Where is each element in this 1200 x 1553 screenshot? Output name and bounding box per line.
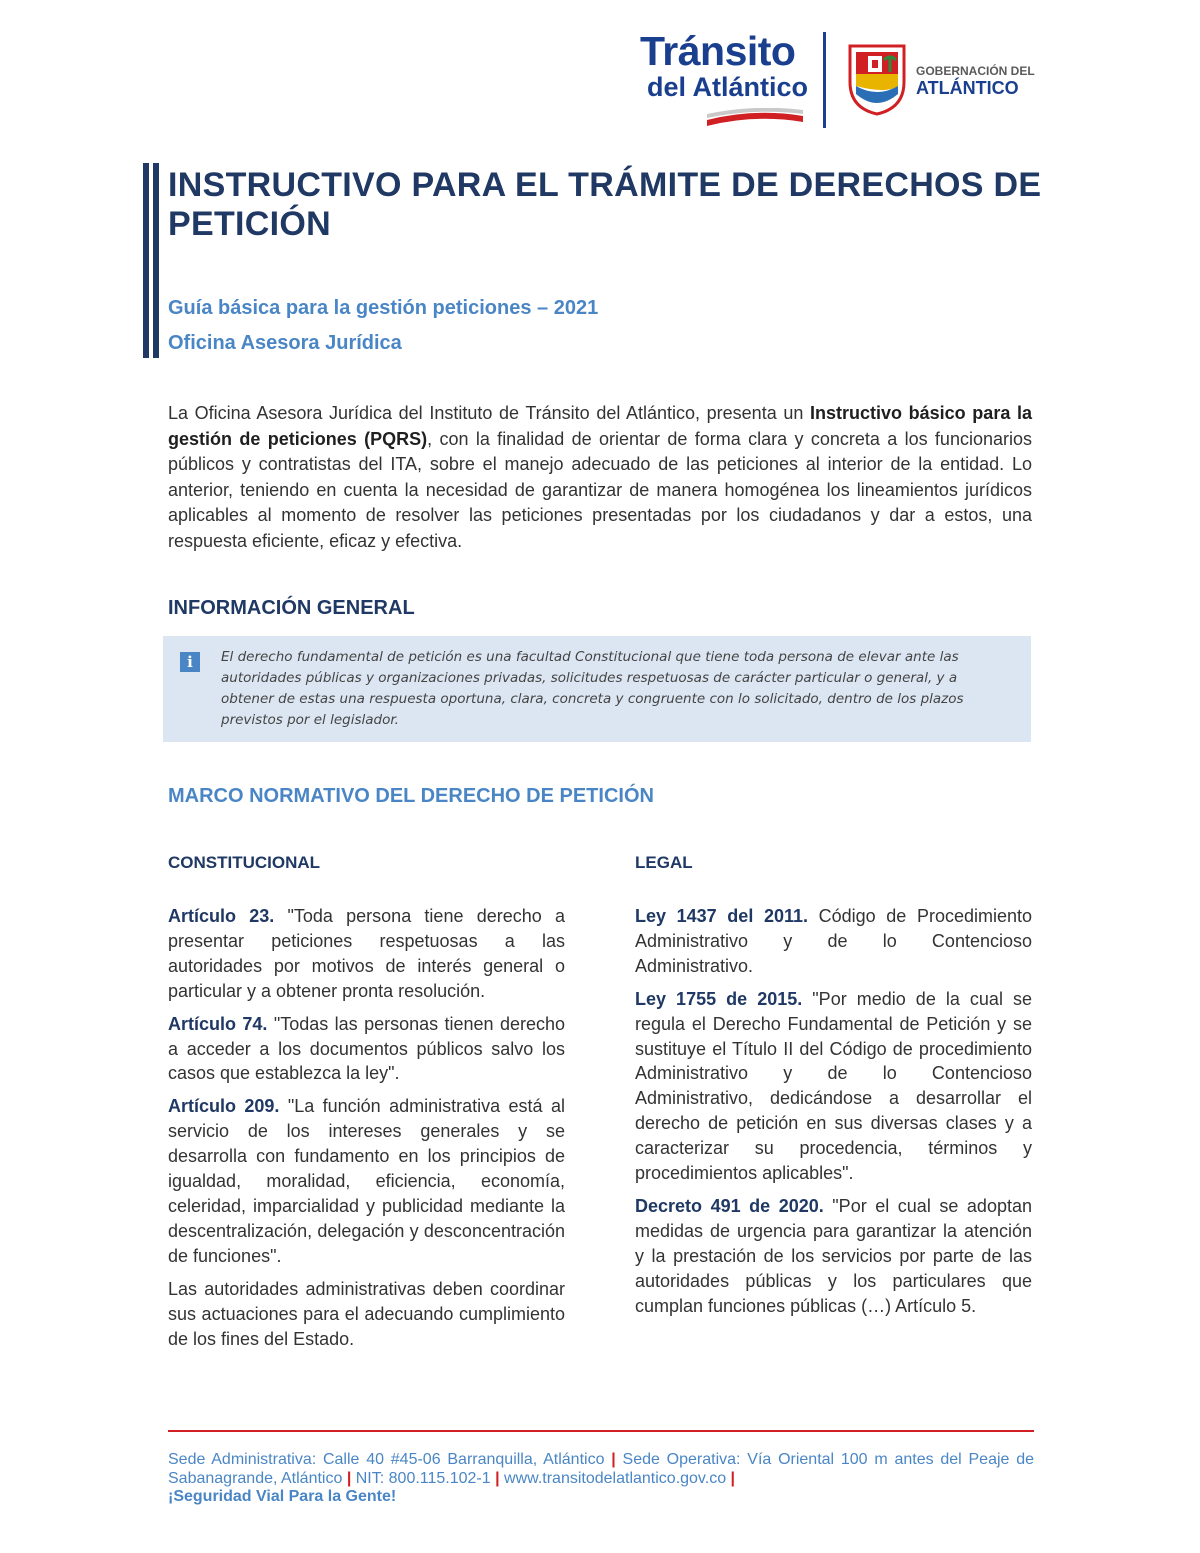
footer-divider [168,1430,1034,1432]
logo-transito-subtitle: del Atlántico [647,72,809,102]
list-item: Artículo 74. "Todas las personas tienen derecho a acceder a los documentos públicos salvo los casos que establezca la ley". [168,1013,566,1084]
coat-of-arms-icon [846,42,908,116]
document-title: INSTRUCTIVO PARA EL TRÁMITE DE DERECHOS DE PETICIÓN [168,166,1042,243]
website-link[interactable]: www.transitodelatlantico.gov.co [504,1469,727,1487]
section-heading-general: INFORMACIÓN GENERAL [168,597,415,619]
title-accent-bars [143,163,161,358]
logo-separator [823,32,826,128]
list-item: Decreto 491 de 2020. "Por el cual se adoptan medidas de urgencia para garantizar la atención y la prestación de los servicios por parte de las autoridades públicas y los particulares que cumplan funciones públicas (…) Artículo 5. [635,1195,1032,1316]
info-icon: i [180,652,200,672]
logo-gob-line2: ATLÁNTICO [916,78,1019,98]
office-name: Oficina Asesora Jurídica [168,332,402,354]
gobernacion-logo [846,42,1046,122]
section-heading-marco: MARCO NORMATIVO DEL DERECHO DE PETICIÓN [168,785,654,807]
list-item: Ley 1755 de 2015. "Por medio de la cual se regula el Derecho Fundamental de Petición y se sustituye el Título II del Código de procedimiento Administrativo y de lo Contencioso Administrativo, dedicándose a desarrollar el derecho de petición en sus diversas clases y a caracterizar su procedencia, términos y procedimientos aplicables". [635,988,1032,1184]
column-heading-constitucional: CONSTITUCIONAL [168,853,321,872]
info-callout-text: El derecho fundamental de petición es una facultad Constitucional que tiene toda persona de elevar ante las autoridades públicas y organizaciones privadas, solicitudes respetuosas de carácter particular o general, y a obtener de estas una respuesta oportuna, clara, concreta y congruente con lo solicitado, dentro de los plazos previstos por el legislador. [221,649,964,728]
column-heading-legal: LEGAL [635,853,693,872]
column-legal [635,904,1032,1327]
list-item: Artículo 23. "Toda persona tiene derecho a presentar peticiones respetuosas a las autoridades por motivos de interés general o particular y a obtener pronta resolución. [168,906,565,1001]
footer-slogan: ¡Seguridad Vial Para la Gente! [168,1488,397,1505]
logo-transito-title: Tránsito [640,28,796,74]
list-item: Artículo 209. "La función administrativa está al servicio de los intereses generales y se desarrolla con fundamento en los principios de igualdad, moralidad, eficiencia, economía, celeridad, imparcialidad y publicidad mediante la descentralización, delegación y desconcentración de funciones". [168,1096,565,1266]
footer-address: Sede Administrativa: Calle 40 #45-06 Barranquilla, Atlántico | Sede Operativa: Vía Oriental 100 m antes del Peaje de Sabanagrande, Atlántico | NIT: 800.115.102-1 | www.transitodelatlantico.gov.co | [168,1451,1034,1487]
list-item: Ley 1437 del 2011. Código de Procedimiento Administrativo y de lo Contencioso Administrativo. [635,906,1032,976]
info-callout [163,636,1031,742]
transito-logo [640,28,810,128]
list-item: Las autoridades administrativas deben coordinar sus actuaciones para el adecuando cumplimiento de los fines del Estado. [168,1278,565,1349]
column-constitucional [168,904,565,1359]
intro-paragraph: La Oficina Asesora Jurídica del Instituto de Tránsito del Atlántico, presenta un Instructivo básico para la gestión de peticiones (PQRS), con la finalidad de orientar de forma clara y concreta a los funcionarios públicos y contratistas del ITA, sobre el manejo adecuado de las peticiones al interior de la entidad. Lo anterior, teniendo en cuenta la necesidad de garantizar de manera homogénea los lineamientos jurídicos aplicables al momento de resolver las peticiones presentadas por los ciudadanos y dar a estos, una respuesta eficiente, eficaz y efectiva. [168,403,1032,551]
document-subtitle: Guía básica para la gestión peticiones – 2021 [168,297,599,319]
flag-stripe-icon [705,108,805,126]
logo-gob-line1: GOBERNACIÓN DEL [916,64,1035,78]
